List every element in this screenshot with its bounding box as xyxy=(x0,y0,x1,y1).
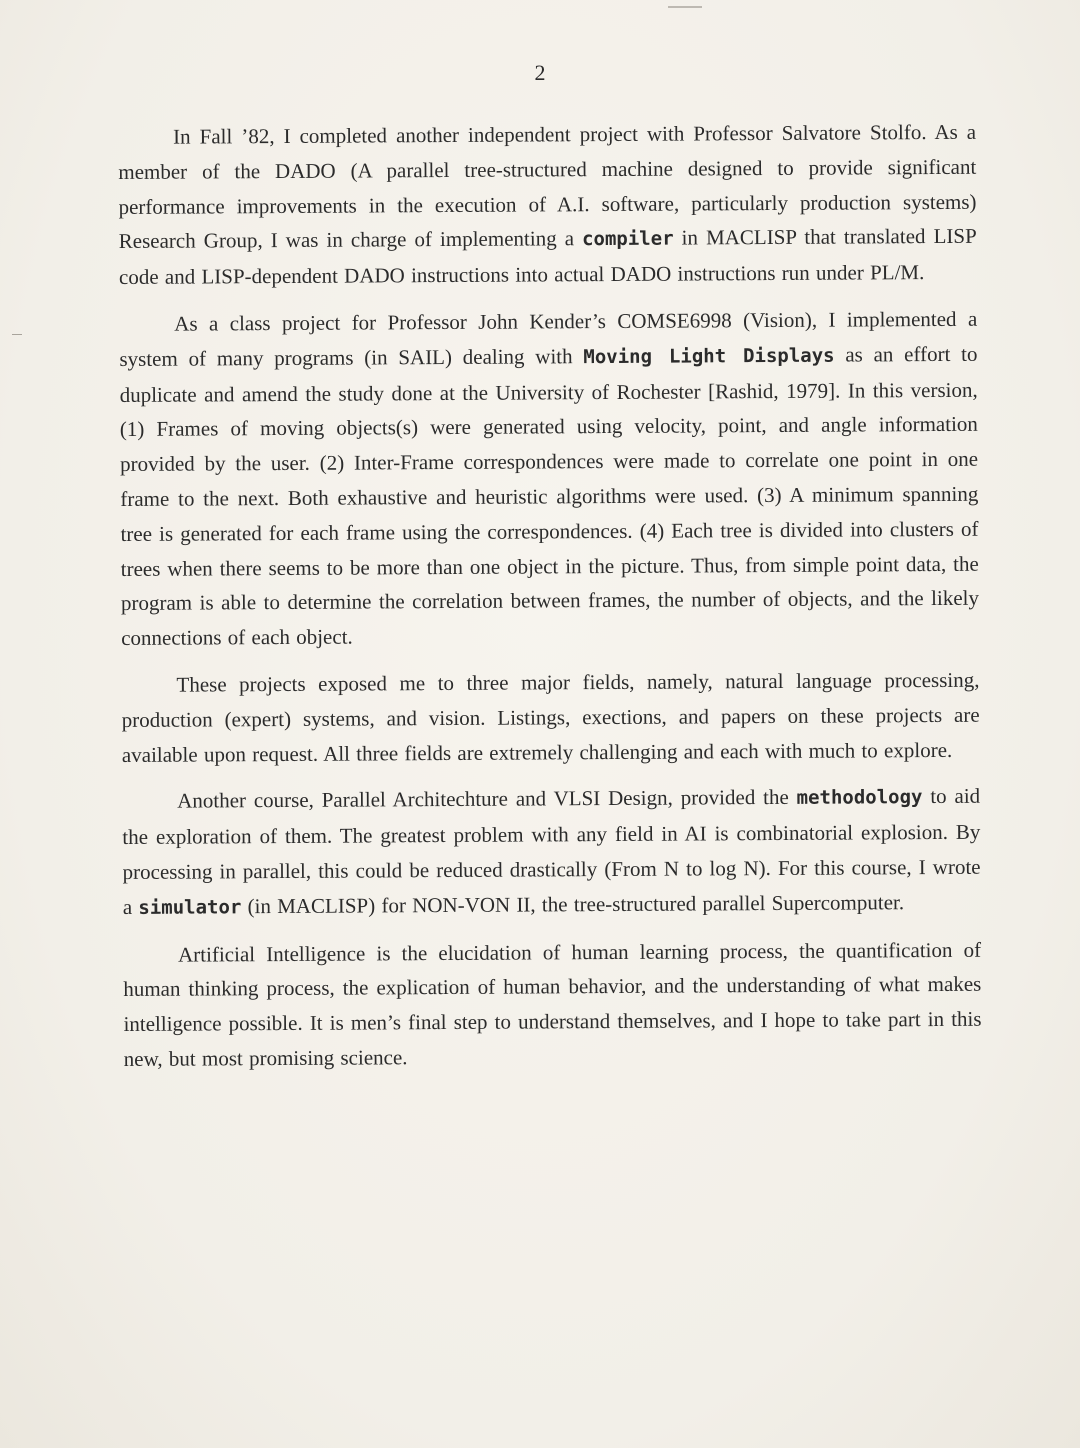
text-run: Artificial Intelligence is the elucidation of human learning process, the quantification of human thinking process, the explication of human behavior, and the understanding of what makes intelligence possible. It is men’s final step to understand themselves, and I hope to take part in this new, but most promising science. xyxy=(123,937,982,1071)
text-run: As a class project for Professor John Kender’s COMSE6998 (Vision), I implemented a system of many programs (in SAIL) dealing with xyxy=(119,306,978,371)
text-run: as an effort to duplicate and amend the study done at the University of Rochester [Rashid, 1979]. In this version, (1) Frames of moving objects(s) were generated using velocity, point, and angle information provided by the user. (2) Inter-Frame correspondences were made to correlate one point in one frame to the next. Both exhaustive and heuristic algorithms were used. (3) A minimum spanning tree is generated for each frame using the correspondences. (4) Each tree is divided into clusters of trees when there seems to be more than one object in the picture. Thus, from simple point data, the program is able to determine the correlation between frames, the number of objects, and the likely connections of each object. xyxy=(119,341,980,651)
bold-term: simulator xyxy=(138,895,242,919)
text-run: in MACLISP that translated LISP code and LISP-dependent DADO instructions into actual DADO instructions run under PL/M. xyxy=(118,224,977,290)
bold-term: methodology xyxy=(796,786,923,810)
body-text xyxy=(118,115,982,1089)
paragraph xyxy=(123,932,982,1076)
text-run: In Fall ’82, I completed another independent project with Professor Salvatore Stolfo. As a member of the DADO (A parallel tree-structured machine designed to provide significant performance improvements in the execution of A.I. software, particularly production systems) Research Group, I was in charge of implementing a xyxy=(118,119,977,254)
text-run: These projects exposed me to three major fields, namely, natural language processing, production (expert) systems, and vision. Listings, exections, and papers on these projects are available upon request. All three fields are extremely challenging and each with much to explore. xyxy=(121,667,980,767)
paragraph xyxy=(119,302,979,656)
bold-term: Moving Light Displays xyxy=(583,344,835,368)
text-run: Another course, Parallel Architechture and VLSI Design, provided the xyxy=(177,785,797,813)
paragraph xyxy=(121,663,980,773)
paper-mark xyxy=(12,334,22,335)
paragraph xyxy=(118,115,977,295)
paper-mark xyxy=(668,6,702,8)
bold-term: compiler xyxy=(582,227,674,251)
page-number: 2 xyxy=(534,60,546,85)
paragraph xyxy=(122,779,981,925)
text-run: to aid the exploration of them. The greatest problem with any field in AI is combinatorial explosion. By processing in parallel, this could be reduced drastically (From N to log N). For this course, I wrote a xyxy=(122,784,981,919)
text-run: (in MACLISP) for NON-VON II, the tree-structured parallel Supercomputer. xyxy=(241,889,905,918)
